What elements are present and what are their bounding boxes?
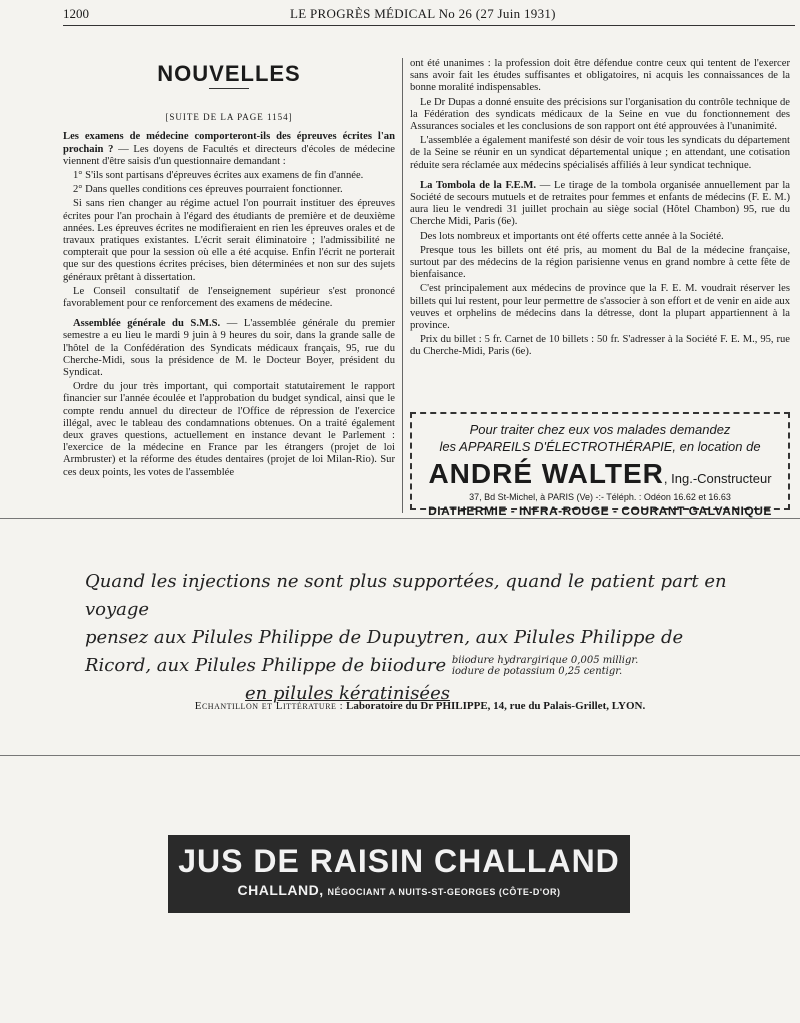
- philippe-sample-line: [120, 700, 720, 712]
- walter-line-1: Pour traiter chez eux vos malades demandez: [469, 422, 731, 437]
- right-column: [410, 58, 790, 361]
- sms-paragraph-1: — L'assemblée générale du premier semestre a eu lieu le mardi 9 juin à 9 heures du soir, dans la grande salle de l'hôtel de la Confédération des Syndicats médicaux français, 95, rue du Cherche-Midi, sous la présidence de M. le Docteur Boyer, président du Syndicat.: [63, 318, 395, 379]
- tombola-paragraph-1: — Le tirage de la tombola organisée annuellement par la Société de secours mutuels et de retraites pour femmes et enfants de médecins (F. E. M.) aura lieu le vendredi 31 juillet prochain au siège social (Hôtel Chambon) 95, rue du Cherche Midi, Paris (6e).: [410, 179, 790, 228]
- section-separator-1: [0, 518, 800, 519]
- walter-name: ANDRÉ WALTER: [428, 458, 664, 489]
- philippe-line-4: en pilules kératinisées: [245, 683, 450, 704]
- tombola-paragraph-2: Des lots nombreux et importants ont été offerts cette année à la Société.: [420, 230, 724, 242]
- column-divider: [402, 58, 403, 513]
- tombola-article-title: La Tombola de la F.E.M.: [420, 179, 536, 191]
- philippe-line-2: pensez aux Pilules Philippe de Dupuytren, aux Pilules Philippe de: [85, 627, 684, 648]
- assembly-paragraph-2: Le Dr Dupas a donné ensuite des précisions sur l'organisation du contrôle technique de la Fédération des syndicats médicaux de la Seine en vue du fonctionnement des Assurances sociales et les conclusions de son rapport ont été approuvées à l'unanimité.: [410, 96, 790, 133]
- sample-text: Laboratoire du Dr PHILIPPE, 14, rue du Palais-Grillet, LYON.: [346, 700, 646, 712]
- challand-subtitle: [168, 882, 630, 898]
- challand-sub-rest: NÉGOCIANT A NUITS-ST-GEORGES (CÔTE-D'OR): [327, 887, 561, 897]
- exam-article-lead: [63, 131, 395, 168]
- walter-address: 37, Bd St-Michel, à PARIS (Ve) -:- Téléph. : Odéon 16.62 et 16.63: [469, 492, 731, 502]
- sms-article-title: Assemblée générale du S.M.S.: [73, 318, 221, 330]
- walter-role: , Ing.-Constructeur: [663, 471, 772, 486]
- exam-paragraph-5: Le Conseil consultatif de l'enseignement supérieur s'est prononcé favorablement pour ce renforcement des examens de médecine.: [63, 285, 395, 310]
- continued-note: [SUITE DE LA PAGE 1154]: [165, 112, 293, 123]
- exam-paragraph-2: 1° S'ils sont partisans d'épreuves écrites aux examens de fin d'année.: [73, 170, 364, 182]
- tombola-paragraph-4: C'est principalement aux médecins de province que la F. E. M. voudrait réserver les billets qui lui restent, pour leur permettre de s'associer à son effort et de venir en aide aux veuves et orphelins de médecins dans la détresse, dont la plupart appartiennent à la province.: [410, 283, 790, 332]
- running-title: LE PROGRÈS MÉDICAL No 26 (27 Juin 1931): [290, 6, 556, 21]
- exam-paragraph-3: 2° Dans quelles conditions ces épreuves pourraient fonctionner.: [73, 184, 343, 196]
- philippe-line-1: Quand les injections ne sont plus supportées, quand le patient part en voyage: [85, 571, 727, 620]
- tombola-paragraph-5: Prix du billet : 5 fr. Carnet de 10 billets : 50 fr. S'adresser à la Société F. E. M., 95, rue du Cherche-Midi, Paris (6e).: [410, 334, 790, 358]
- walter-tagline: DIATHERMIE - INFRA-ROUGE - COURANT GALVANIQUE: [428, 504, 772, 518]
- challand-title: JUS DE RAISIN CHALLAND: [178, 843, 620, 879]
- sms-paragraph-2: Ordre du jour très important, qui comportait statutairement le rapport financier sur l'année écoulée et l'approbation du budget syndical, ainsi que le compte rendu annuel du directeur de l'Office de répression de l'exercice illégal, avec le tableau des condamnations obtenues. On a traité également deux graves questions, actuellement en instance devant le Parlement : l'exercice de la médecine en France par les étrangers (projet de loi Armbruster) et la réforme des études dentaires (projet de loi Milan-Rio). Sur ces deux points, les votes de l'assemblée: [63, 381, 395, 478]
- exam-article-title: Les examens de médecine comporteront-ils des épreuves écrites l'an prochain ?: [63, 131, 395, 155]
- philippe-formula: [452, 655, 638, 677]
- challand-advertisement: [168, 835, 630, 913]
- left-column: [63, 61, 395, 481]
- title-divider: [209, 88, 249, 89]
- exam-paragraph-4: Si sans rien changer au régime actuel l'on pourrait instituer des épreuves écrites pour l'an prochain à l'égard des étudiants de première et de deuxième années. Les épreuves écrites ne modifieraient en rien les épreuves orales et de travaux pratiques existantes. L'écrit serait éliminatoire ; l'admissibilité ne compterait que pour la session où elle a été acquise. Enfin l'écrit ne porterait que sur des questions écrites précises, bien déterminées et non sur des sujets généraux prêtant à dissertation.: [63, 198, 395, 283]
- philippe-handwritten-ad: [85, 568, 765, 708]
- assembly-paragraph-1: ont été unanimes : la profession doit être défendue contre ceux qui tentent de l'exercer sans avoir fait les études suffisantes et obligatoires, ni acquis les connaissances de la bonne moralité indispensables.: [410, 58, 790, 94]
- philippe-formula-1: biiodure hydrargirique 0,005 milligr.: [451, 655, 639, 666]
- philippe-formula-2: iodure de potassium 0,25 centigr.: [451, 666, 623, 677]
- philippe-line-3: [85, 652, 765, 680]
- sample-prefix: Echantillon et Littérature :: [194, 700, 344, 712]
- walter-name-line: [412, 458, 788, 490]
- tombola-paragraph-3: Presque tous les billets ont été pris, au moment du Bal de la médecine française, surtout par des médecins de la région parisienne venus en grand nombre à cette fête de bienfaisance.: [410, 244, 790, 281]
- section-separator-2: [0, 755, 800, 756]
- header-rule: [63, 25, 795, 26]
- page-number: 1200: [63, 6, 89, 21]
- walter-line-2: les APPAREILS D'ÉLECTROTHÉRAPIE, en location de: [439, 439, 761, 454]
- walter-advertisement: [410, 412, 790, 518]
- sms-article-lead: [63, 318, 395, 379]
- philippe-line-3-text: Ricord, aux Pilules Philippe de biiodure: [85, 655, 447, 676]
- tombola-article-lead: [410, 180, 790, 229]
- section-title: NOUVELLES: [157, 61, 301, 86]
- assembly-paragraph-3: L'assemblée a également manifesté son désir de voir tous les syndicats du département de la Seine se réunir en un syndicat départemental unique ; en attendant, une cotisation réduite sera réclamée aux médecins spécialisés affiliés à leur syndicat technique.: [410, 135, 790, 171]
- exam-paragraph-1: — Les doyens de Facultés et directeurs d'écoles de médecine viennent d'être saisis d'un questionnaire demandant :: [63, 143, 395, 167]
- challand-sub-name: CHALLAND,: [237, 882, 324, 898]
